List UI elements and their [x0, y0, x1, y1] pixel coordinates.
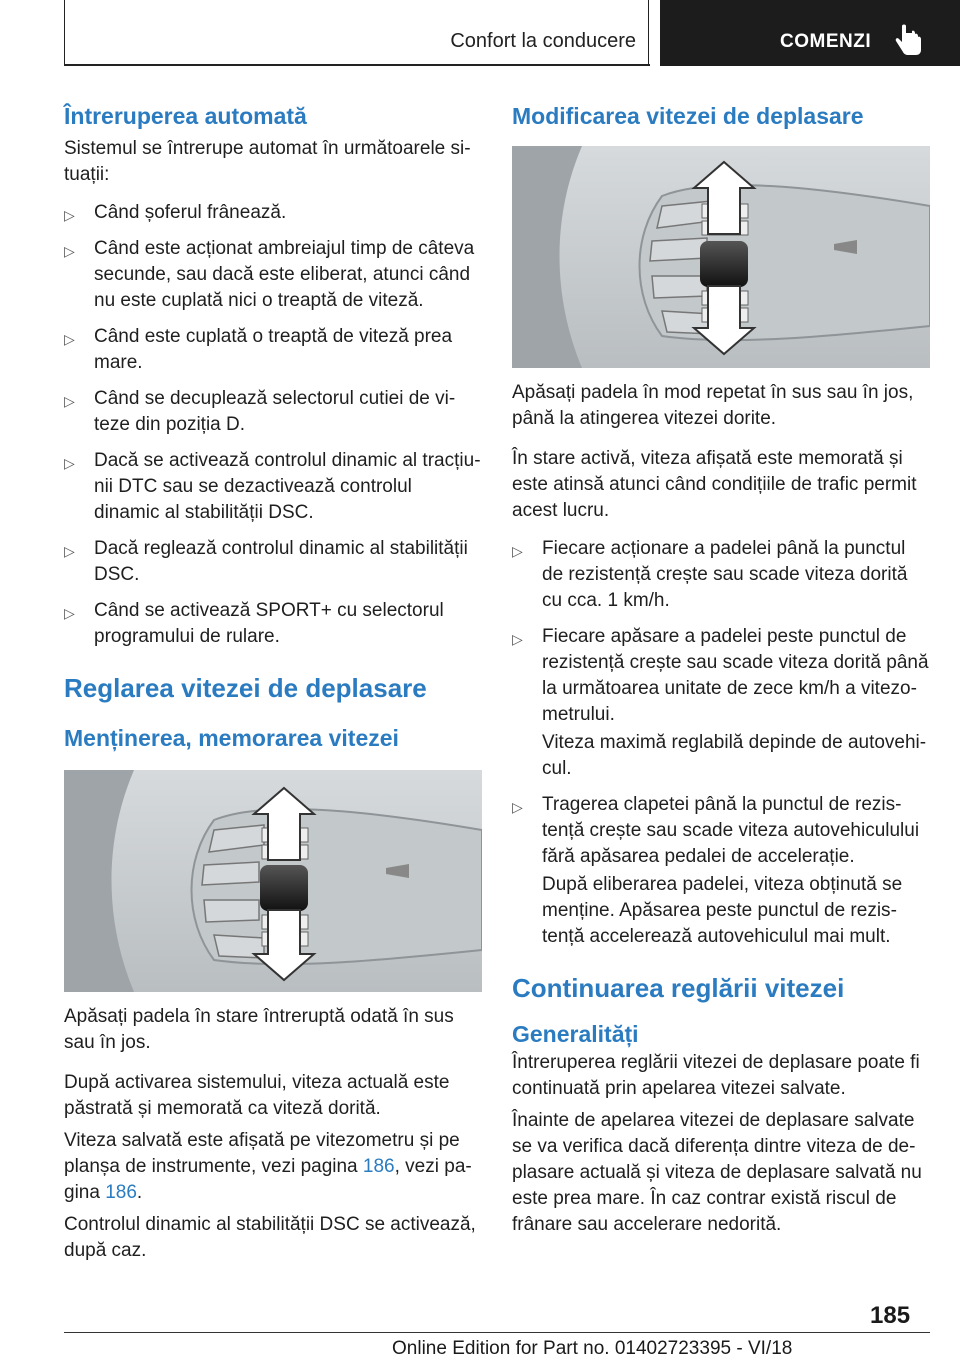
heading-speed-adjust: Reglarea vitezei de deplasare — [64, 673, 427, 703]
header-rule — [64, 64, 650, 66]
triangle-bullet-icon: ▷ — [64, 207, 75, 223]
figure-caption: Apăsați padela în stare întreruptă odată în sus sau în jos. — [64, 1006, 454, 1053]
intro-paragraph: Sistemul se întrerupe automat în următoarele situații: — [64, 138, 471, 185]
adjustment-list — [512, 792, 930, 870]
heading-modify-speed: Modificarea vitezei de deplasare — [512, 103, 864, 129]
interruption-list — [64, 200, 482, 650]
page-number: 185 — [870, 1302, 911, 1329]
list-item: ▷ Când se activează SPORT+ cu selectorul programului de rulare. — [64, 600, 444, 647]
list-item: ▷ Când este acționat ambreiajul timp de câteva secunde, sau dacă este eliberat, atunci când nu este cuplată nici o treaptă de viteză. — [64, 238, 475, 311]
triangle-bullet-icon: ▷ — [64, 243, 75, 259]
right-column — [512, 100, 930, 1238]
heading-continue-speed: Continuarea reglării vitezei — [512, 973, 845, 1003]
dsc-paragraph: Controlul dinamic al stabilității DSC se activează, după caz. — [64, 1214, 476, 1261]
active-state-paragraph: În stare activă, viteza afișată este memorată și este atinsă atunci când condițiile de trafic permit acest lucru. — [512, 448, 917, 521]
list-subparagraph: După eliberarea padelei, viteza obținută se menține. Apăsarea peste punctul de rezistență accelerează autovehiculul mai mult. — [542, 874, 903, 947]
list-item: ▷ Dacă reglează controlul dinamic al stabilității DSC. — [64, 538, 468, 585]
list-item: ▷ Fiecare apăsare a padelei peste punctul de rezistență crește sau scade viteza dorită până la următoarea unitate de zece km/h a vitezometrului. — [512, 626, 929, 725]
edition-note: Online Edition for Part no. 01402723395 - VI/18 — [392, 1338, 793, 1359]
saved-speed-paragraph: Viteza salvată este afișată pe vitezometru și pe planșa de instrumente, vezi pagina 186, vezi pagina 186. — [64, 1130, 472, 1203]
page-link[interactable]: 186 — [362, 1156, 395, 1177]
triangle-bullet-icon: ▷ — [512, 631, 523, 647]
triangle-bullet-icon: ▷ — [64, 331, 75, 347]
list-item: ▷ Tragerea clapetei până la punctul de rezistență crește sau scade viteza autovehiculului fără apăsarea pedalei de accelerație. — [512, 794, 920, 867]
heading-automatic-interruption: Întreruperea automată — [64, 103, 307, 129]
triangle-bullet-icon: ▷ — [64, 605, 75, 621]
section-title: Confort la conducere — [450, 30, 636, 52]
triangle-bullet-icon: ▷ — [512, 799, 523, 815]
footer-rule — [64, 1332, 930, 1333]
list-item: ▷ Dacă se activează controlul dinamic al tracțiunii DTC sau se dezactivează controlul dinamic al stabilității DSC. — [64, 450, 481, 523]
chapter-tab-label: COMENZI — [780, 31, 872, 52]
warning-paragraph: Înainte de apelarea vitezei de deplasare salvate se va verifica dacă diferența dintre viteza de deplasare actuală și viteza de deplasare salvată nu este prea mare. În caz contrar există riscul de frânare sau accelerare nedorită. — [512, 1110, 922, 1235]
triangle-bullet-icon: ▷ — [64, 455, 75, 471]
triangle-bullet-icon: ▷ — [64, 393, 75, 409]
list-subparagraph: Viteza maximă reglabilă depinde de autovehicul. — [542, 732, 927, 779]
continue-paragraph: Întreruperea reglării vitezei de deplasare poate fi continuată prin apelarea vitezei salvate. — [512, 1052, 920, 1099]
list-item: ▷ Când este cuplată o treaptă de viteză prea mare. — [64, 326, 453, 373]
page-link[interactable]: 186 — [105, 1182, 137, 1203]
triangle-bullet-icon: ▷ — [64, 543, 75, 559]
triangle-bullet-icon: ▷ — [512, 543, 523, 559]
hand-pointer-icon — [894, 24, 924, 58]
page-header — [0, 0, 960, 66]
header-divider — [648, 0, 649, 66]
activation-paragraph: După activarea sistemului, viteza actuală este păstrată și memorată ca viteză dorită. — [64, 1072, 450, 1119]
heading-general: Generalități — [512, 1021, 639, 1047]
steering-wheel-figure — [64, 770, 482, 992]
list-item: ▷ Când se decuplează selectorul cutiei de viteze din poziția D. — [64, 388, 456, 435]
header-divider — [64, 0, 65, 66]
left-column — [64, 100, 482, 1264]
heading-maintain-speed: Menținerea, memorarea vitezei — [64, 725, 399, 751]
figure-caption: Apăsați padela în mod repetat în sus sau în jos, până la atingerea vitezei dorite. — [512, 382, 914, 429]
list-item: ▷ Când șoferul frânează. — [64, 200, 482, 226]
chapter-tab[interactable] — [660, 0, 960, 66]
adjustment-list — [512, 536, 930, 728]
list-item: ▷ Fiecare acționare a padelei până la punctul de rezistență crește sau scade viteza dorită cu cca. 1 km/h. — [512, 538, 908, 611]
steering-wheel-figure — [512, 146, 930, 368]
